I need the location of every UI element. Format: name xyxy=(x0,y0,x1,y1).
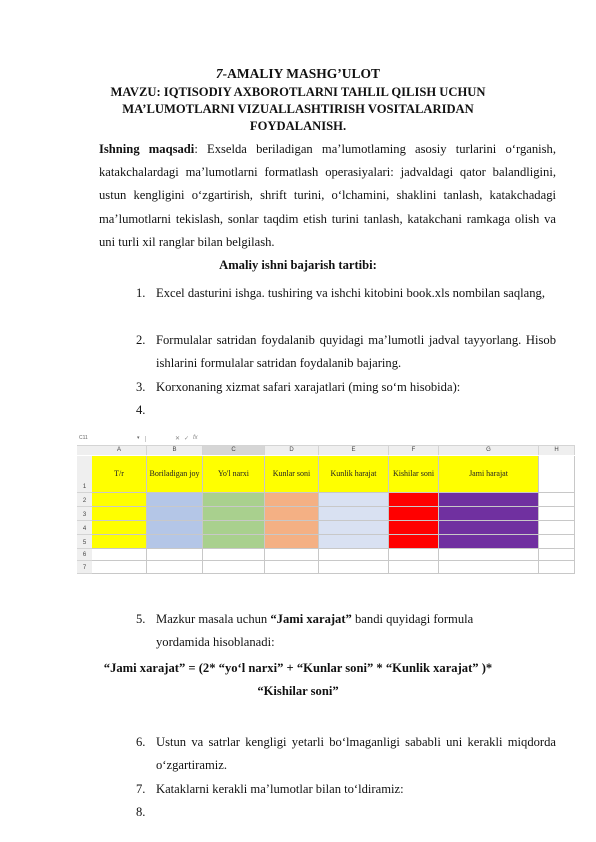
table-cell xyxy=(203,521,265,535)
list-number: 1. xyxy=(136,286,146,300)
table-cell xyxy=(265,561,319,574)
column-header: B xyxy=(147,446,203,455)
list-number: 4. xyxy=(136,403,146,417)
table-cell xyxy=(439,535,539,549)
column-header: E xyxy=(319,446,389,455)
formula-line: “Jami xarajat” = (2* “yo‘l narxi” + “Kunlar soni” * “Kunlik xarajat” )* xyxy=(103,661,493,675)
row-header: 3 xyxy=(77,507,92,521)
list-text xyxy=(156,608,556,654)
practical-number: 7- xyxy=(215,66,228,81)
step5-text: Mazkur masala uchun xyxy=(156,612,271,626)
corner-cell xyxy=(77,446,93,455)
step5-bold: “Jami xarajat” xyxy=(270,612,352,626)
table-cell xyxy=(265,535,319,549)
table-cell xyxy=(539,549,575,561)
table-cell: Boriladigan joy xyxy=(147,456,203,493)
table-cell xyxy=(203,561,265,574)
table-cell xyxy=(147,507,203,521)
purpose-paragraph xyxy=(99,138,556,254)
topic-line: MA’LUMOTLARNI VIZUALLASHTIRISH VOSITALARIDAN xyxy=(122,102,474,116)
topic-line: MAVZU: IQTISODIY AXBOROTLARNI TAHLIL QILISH UCHUN xyxy=(110,85,486,99)
table-cell: T/r xyxy=(92,456,147,493)
topic-line: FOYDALANISH. xyxy=(249,119,347,133)
table-cell xyxy=(92,549,147,561)
table-cell xyxy=(439,493,539,507)
row-header: 5 xyxy=(77,535,92,549)
table-cell xyxy=(92,535,147,549)
list-text: Ustun va satrlar kengligi yetarli bo‘lmaganligi sababli uni kerakli miqdorda o‘zgartiramiz. xyxy=(156,735,556,773)
chevron-down-icon: ▾ xyxy=(137,435,140,441)
formula-bar xyxy=(77,434,575,446)
list-text: Excel dasturini ishga. tushiring va ishchi kitobini book.xls nombilan saqlang, xyxy=(156,286,545,300)
name-box-value: C11 xyxy=(79,435,88,441)
table-cell xyxy=(319,507,389,521)
function-icon: fx xyxy=(193,435,198,441)
table-cell xyxy=(319,521,389,535)
table-cell xyxy=(319,493,389,507)
table-cell: Kunlik harajat xyxy=(319,456,389,493)
table-cell xyxy=(439,507,539,521)
table-cell xyxy=(147,535,203,549)
table-cell xyxy=(92,561,147,574)
list-number: 3. xyxy=(136,380,146,394)
practical-title-text: AMALIY MASHG’ULOT xyxy=(227,66,381,81)
column-header: A xyxy=(92,446,147,455)
row-header: 2 xyxy=(77,493,92,507)
table-cell xyxy=(539,561,575,574)
name-box xyxy=(79,436,146,442)
table-cell xyxy=(147,549,203,561)
table-cell xyxy=(92,507,147,521)
table-cell: Kunlar soni xyxy=(265,456,319,493)
list-text: Formulalar satridan foydalanib quyidagi ma’lumotli jadval tayyorlang. Hisob ishlarini formulalar satridan foydalanib bajaring. xyxy=(156,333,556,371)
column-header: D xyxy=(265,446,319,455)
table-cell xyxy=(203,507,265,521)
table-cell xyxy=(389,561,439,574)
table-cell xyxy=(539,535,575,549)
table-cell xyxy=(92,521,147,535)
confirm-icon: ✓ xyxy=(184,436,190,442)
row-header: 7 xyxy=(77,561,92,574)
table-cell xyxy=(147,521,203,535)
table-cell xyxy=(319,561,389,574)
purpose-text: : Exselda beriladigan ma’lumotlaming asosiy turlarini o‘rganish, katakchalardagi ma’lumotlarni formatlash operasiyalari: jadvaldagi qator balandligini, ustun kengligini o‘zgartirish, shrift turini, o‘lchamini, shaklini tanlash, katakchadagi ma’lumotlarni tekislash, sonlar taqdim etish turini tanlash, katakchani ramkaga olish va uni turli xil ranglar bilan belgilash. xyxy=(99,142,556,249)
list-number: 5. xyxy=(136,612,146,626)
table-cell xyxy=(539,521,575,535)
table-cell xyxy=(319,535,389,549)
table-cell: Kishilar soni xyxy=(389,456,439,493)
table-cell xyxy=(439,549,539,561)
row-header: 1 xyxy=(77,456,92,493)
list-number: 6. xyxy=(136,735,146,749)
table-cell xyxy=(539,456,575,493)
table-cell xyxy=(389,507,439,521)
list-text: Korxonaning xizmat safari xarajatlari (ming so‘m hisobida): xyxy=(156,380,461,394)
table-cell xyxy=(92,493,147,507)
table-cell xyxy=(147,561,203,574)
table-cell: Jami harajat xyxy=(439,456,539,493)
table-cell xyxy=(265,507,319,521)
table-cell xyxy=(439,521,539,535)
list-number: 8. xyxy=(136,805,146,819)
list-text: Kataklarni kerakli ma’lumotlar bilan to‘ldiramiz: xyxy=(156,782,404,796)
column-header: F xyxy=(389,446,439,455)
topic-heading xyxy=(0,84,596,135)
table-cell: Yo'l narxi xyxy=(203,456,265,493)
column-header: C xyxy=(203,446,265,455)
row-header: 6 xyxy=(77,549,92,561)
step5-text-after: bandi quyidagi formula xyxy=(351,612,474,626)
row-header: 4 xyxy=(77,521,92,535)
table-cell xyxy=(265,521,319,535)
table-cell xyxy=(389,521,439,535)
list-number: 7. xyxy=(136,782,146,796)
table-cell xyxy=(203,493,265,507)
table-cell xyxy=(203,549,265,561)
procedure-title: Amaliy ishni bajarish tartibi: xyxy=(219,258,377,272)
table-cell xyxy=(539,507,575,521)
list-number: 2. xyxy=(136,333,146,347)
formula-line: “Kishilar soni” xyxy=(257,684,339,698)
table-cell xyxy=(389,549,439,561)
table-cell xyxy=(319,549,389,561)
table-cell xyxy=(439,561,539,574)
excel-screenshot xyxy=(77,434,575,574)
column-header: H xyxy=(539,446,575,455)
table-cell xyxy=(265,549,319,561)
table-cell xyxy=(147,493,203,507)
cancel-icon: ✕ xyxy=(175,436,181,442)
purpose-label: Ishning maqsadi xyxy=(99,142,195,156)
table-cell xyxy=(539,493,575,507)
table-cell xyxy=(265,493,319,507)
table-cell xyxy=(389,493,439,507)
column-header: G xyxy=(439,446,539,455)
practical-title xyxy=(0,66,596,82)
table-cell xyxy=(389,535,439,549)
table-cell xyxy=(203,535,265,549)
step5-line2: yordamida hisoblanadi: xyxy=(156,635,275,650)
